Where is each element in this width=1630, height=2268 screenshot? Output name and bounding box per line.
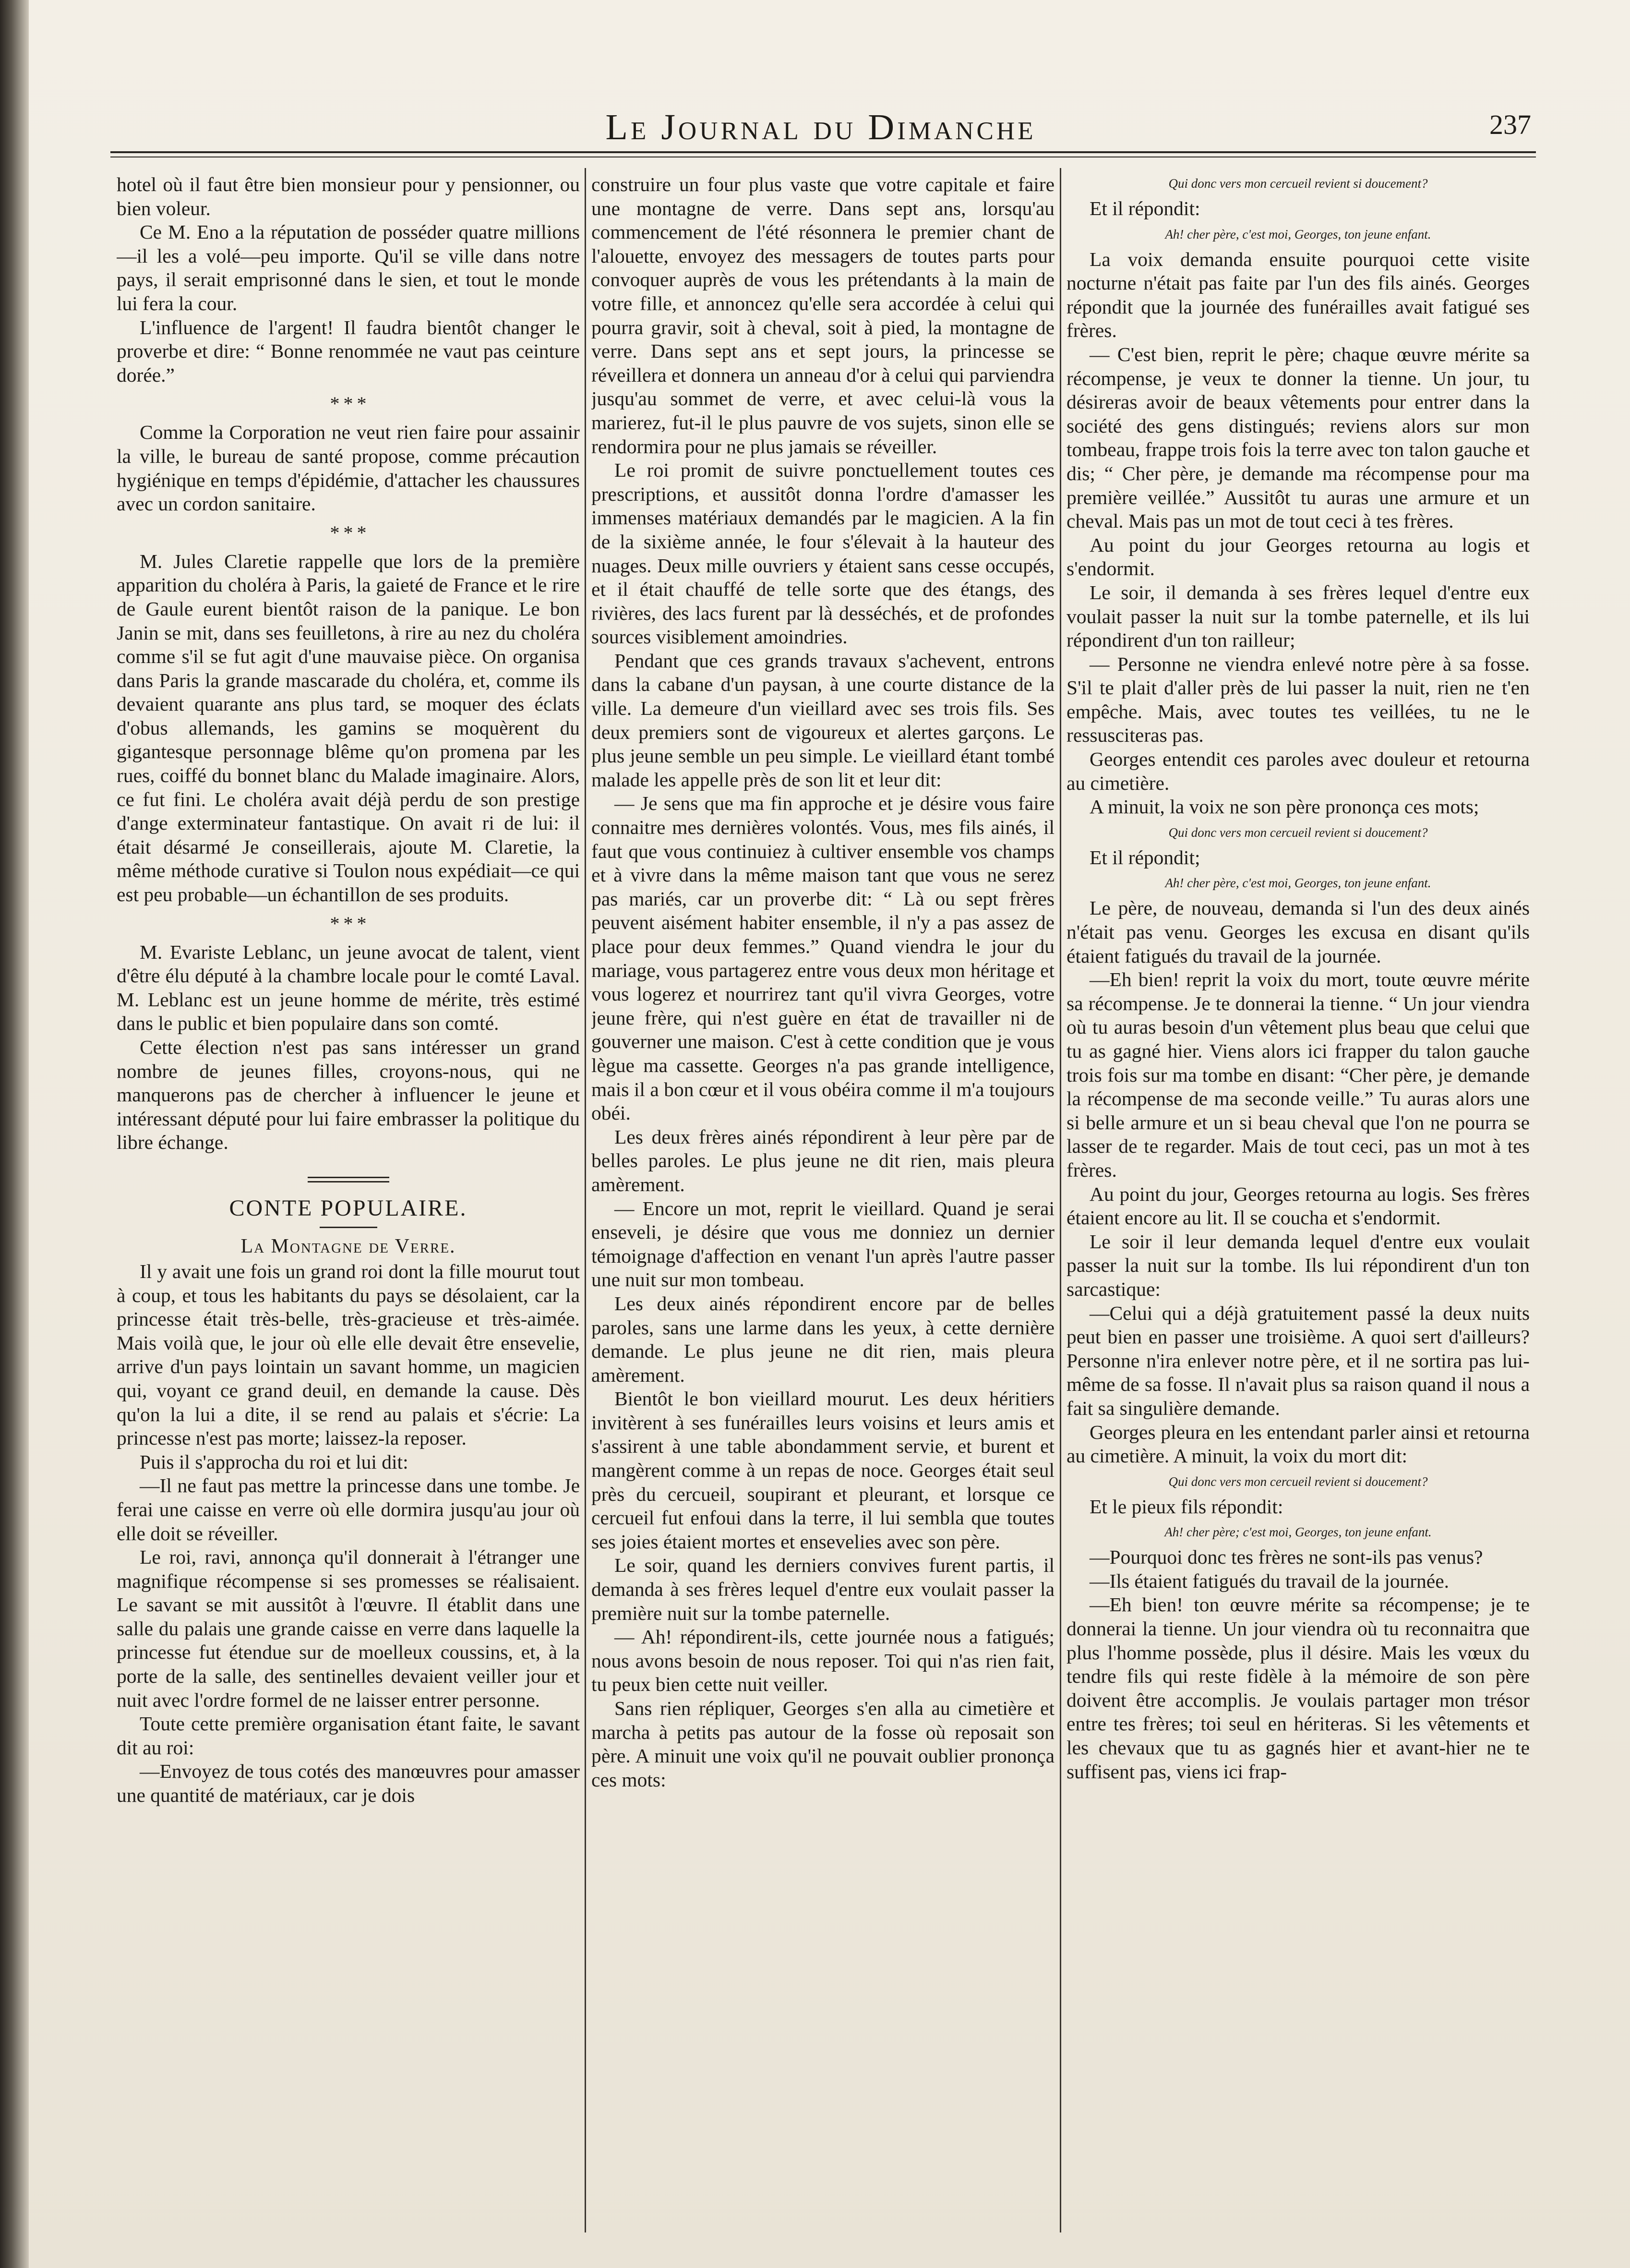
paragraph: Cette élection n'est pas sans intéresser un grand nombre de jeunes filles, croyons-nous, qui ne manquerons pas de chercher à influencer le jeune et intéressant député pour lui faire embrasser la politique du libre échange.	[117, 1036, 580, 1154]
paragraph: Les deux frères ainés répondirent à leur père par de belles paroles. Le plus jeune ne dit rien, mais pleura amèrement.	[591, 1125, 1055, 1195]
paragraph: Au point du jour, Georges retourna au logis. Ses frères étaient encore au lit. Il se coucha et s'endormit.	[1067, 1182, 1530, 1229]
paragraph: Les deux ainés répondirent encore par de belles paroles, sans une larme dans les yeux, à cette dernière demande. Le plus jeune ne dit rien, mais pleura amèrement.	[591, 1292, 1055, 1386]
section-title: CONTE POPULAIRE.	[229, 1195, 467, 1221]
verse-line: Ah! cher père, c'est moi, Georges, ton jeune enfant.	[1165, 876, 1431, 891]
paragraph: —Il ne faut pas mettre la princesse dans une tombe. Je ferai une caisse en verre où elle dormira jusqu'au jour où elle doit se réveiller.	[117, 1474, 580, 1544]
paragraph: — Personne ne viendra enlevé notre père à sa fosse. S'il te plait d'aller près de lui passer la nuit, rien ne t'en empêche. Mais, avec toutes tes veillées, tu ne le ressusciteras pas.	[1067, 652, 1530, 747]
column-1	[117, 173, 580, 2252]
paragraph: —Eh bien! ton œuvre mérite sa récompense; je te donnerai la tienne. Un jour viendra où tu reconnaitra que plus l'homme possède, plus il désire. Mais les vœux du tendre fils qui reste fidèle à la mémoire de son père doivent être accomplis. Je voulais partager mon trésor entre tes frères; toi seul en hériteras. Si les vêtements et les chevaux que tu as gagnés hier et avant-hier ne te suffisent pas, viens ici frap-	[1067, 1593, 1530, 1783]
paragraph: Le soir, il demanda à ses frères lequel d'entre eux voulait passer la nuit sur la tombe paternelle, et ils lui répondirent d'un ton railleur;	[1067, 581, 1530, 651]
asterism: * * *	[330, 912, 367, 934]
paragraph: Pendant que ces grands travaux s'achevent, entrons dans la cabane d'un paysan, à une courte distance de la ville. La demeure d'un vieillard avec ses trois fils. Ses deux premiers sont de vigoureux et alertes garçons. Le plus jeune semble un peu simple. Le vieillard étant tombé malade les appelle près de son lit et leur dit:	[591, 649, 1055, 791]
paragraph: Le soir il leur demanda lequel d'entre eux voulait passer la nuit sur la tombe. Ils lui répondirent d'un ton sarcastique:	[1067, 1230, 1530, 1300]
paragraph: Georges pleura en les entendant parler ainsi et retourna au cimetière. A minuit, la voix du mort dit:	[1067, 1421, 1530, 1467]
header-rule-thick	[110, 151, 1536, 153]
column-divider	[585, 168, 586, 2232]
paragraph: Ce M. Eno a la réputation de posséder quatre millions—il les a volé—peu importe. Qu'il se ville dans notre pays, il serait emprisonné dans le sien, et tout le monde lui fera la cour.	[117, 221, 580, 314]
paragraph: — C'est bien, reprit le père; chaque œuvre mérite sa récompense, je veux te donner la tienne. Un jour, tu désireras avoir de beaux vêtements pour entrer dans la société des gens distingués; reviens alors sur mon tombeau, frappe trois fois la terre avec ton talon gauche et dis; “ Cher père, je demande ma récompense pour ma première veillée.” Aussitôt tu auras une armure et un cheval. Mais pas un mot de tout ceci à tes frères.	[1067, 343, 1530, 532]
paragraph: M. Jules Claretie rappelle que lors de la première apparition du choléra à Paris, la gaieté de France et le rire de Gaule eurent bientôt raison de la panique. Le bon Janin se mit, dans ses feuilletons, à rire au nez du choléra comme s'il se fut agit d'une mauvaise pièce. On organisa dans Paris la grande mascarade du choléra, et, comme ils devaient quarante ans plus tard, se moquer des éclats d'obus allemands, les gamins se moquèrent du gigantesque personnage blême qu'on promena par les rues, coiffé du bonnet blanc du Malade imaginaire. Alors, ce fut fini. Le choléra avait déjà perdu de son prestige d'ange exterminateur fantastique. On avait ri de lui: il était désarmé Je conseillerais, ajoute M. Claretie, la même méthode curative si Toulon nous expédiait—ce qui est peu probable—un échantillon de ses produits.	[117, 550, 580, 906]
paragraph: Au point du jour Georges retourna au logis et s'endormit.	[1067, 533, 1530, 580]
paragraph: Le père, de nouveau, demanda si l'un des deux ainés n'était pas venu. Georges les excusa en disant qu'ils étaient fatigués du travail de la journée.	[1067, 897, 1530, 967]
paragraph: hotel où il faut être bien monsieur pour y pensionner, ou bien voleur.	[117, 173, 580, 219]
binding-edge	[0, 0, 29, 2268]
column-divider	[1060, 168, 1061, 2232]
verse-line: Ah! cher père, c'est moi, Georges, ton jeune enfant.	[1165, 227, 1431, 241]
paragraph: L'influence de l'argent! Il faudra bientôt changer le proverbe et dire: “ Bonne renommée ne vaut pas ceinture dorée.”	[117, 316, 580, 386]
paragraph: —Eh bien! reprit la voix du mort, toute œuvre mérite sa récompense. Je te donnerai la tienne. “ Un jour viendra où tu auras besoin d'un vêtement plus beau que celui que tu as gagné hier. Viens alors ici frapper du talon gauche trois fois sur ma tombe en disant: “Cher père, je demande la récompense de ma seconde veille.” Tu auras alors une si belle armure et un si beau cheval que l'on ne pourra se lasser de te regarder. Mais de tout ceci, pas un mot à tes frères.	[1067, 968, 1530, 1181]
paragraph: —Envoyez de tous cotés des manœuvres pour amasser une quantité de matériaux, car je dois	[117, 1760, 580, 1807]
asterism: * * *	[330, 393, 367, 415]
verse-line: Qui donc vers mon cercueil revient si doucement?	[1168, 825, 1428, 840]
paragraph: —Pourquoi donc tes frères ne sont-ils pas venus?	[1090, 1546, 1483, 1568]
verse-line: Qui donc vers mon cercueil revient si doucement?	[1168, 1474, 1428, 1489]
paragraph: —Ils étaient fatigués du travail de la journée.	[1090, 1569, 1450, 1592]
paragraph: Toute cette première organisation étant faite, le savant dit au roi:	[117, 1713, 580, 1759]
paragraph: Et il répondit:	[1090, 197, 1200, 219]
paragraph: M. Evariste Leblanc, un jeune avocat de talent, vient d'être élu député à la chambre locale pour le comté Laval. M. Leblanc est un jeune homme de mérite, très estimé dans le public et bien populaire dans son comté.	[117, 941, 580, 1035]
paragraph: Et il répondit;	[1090, 846, 1200, 869]
paragraph: Il y avait une fois un grand roi dont la fille mourut tout à coup, et tous les habitants du pays se désolaient, car la princesse était très-belle, très-gracieuse et très-aimée. Mais voilà que, le jour où elle elle devait être ensevelie, arrive d'un pays lointain un savant homme, un magicien qui, voyant ce grand deuil, en demande la cause. Dès qu'on la lui a dite, il se rend au palais et s'écrie: La princesse n'est pas morte; laissez-la reposer.	[117, 1260, 580, 1449]
page-header	[110, 107, 1531, 150]
page-number: 237	[1489, 109, 1531, 140]
paragraph: La voix demanda ensuite pourquoi cette visite nocturne n'était pas faite par l'un des fils ainés. Georges répondit que la journée des funérailles avait fatigué ses frères.	[1067, 248, 1530, 342]
newspaper-title: Le Journal du Dimanche	[605, 107, 1036, 147]
verse-line: Ah! cher père; c'est moi, Georges, ton jeune enfant.	[1164, 1525, 1432, 1540]
story-title: La Montagne de Verre.	[240, 1235, 456, 1257]
paragraph: construire un four plus vaste que votre capitale et faire une montagne de verre. Dans sept ans, lorsqu'au commencement de l'été résonnera le premier chant de l'alouette, envoyez des messagers de toutes parts pour convoquer auprès de vous les prétendants à la main de votre fille, et annoncez qu'elle sera accordée à celui qui pourra gravir, soit à cheval, soit à pied, la montagne de verre. Dans sept ans et sept jours, la princesse se réveillera et donnera un anneau d'or à celui qui parviendra jusqu'au sommet de verre, et avec celui-là vous la marierez, fut-il le plus pauvre de vos sujets, sinon elle se rendormira pour ne plus jamais se réveiller.	[591, 173, 1055, 458]
paragraph: Bientôt le bon vieillard mourut. Les deux héritiers invitèrent à ses funérailles leurs voisins et leurs amis et s'assirent à une table abondamment servie, et burent et mangèrent comme à un repas de noce. Georges était seul près du cercueil, soupirant et pleurant, et lorsque ce cercueil fut enfoui dans la terre, il lui sembla que toutes ses joies étaient mortes et ensevelies avec son père.	[591, 1387, 1055, 1553]
paragraph: Sans rien répliquer, Georges s'en alla au cimetière et marcha à petits pas autour de la fosse où reposait son père. A minuit une voix qu'il ne pouvait oublier prononça ces mots:	[591, 1697, 1055, 1791]
paragraph: — Ah! répondirent-ils, cette journée nous a fatigués; nous avons besoin de nous reposer. Toi qui n'as rien fait, tu peux bien cette nuit veiller.	[591, 1626, 1055, 1696]
section-divider	[308, 1177, 389, 1182]
paragraph: A minuit, la voix ne son père prononça ces mots;	[1090, 796, 1479, 818]
paragraph: Georges entendit ces paroles avec douleur et retourna au cimetière.	[1067, 748, 1530, 794]
title-rule	[320, 1227, 377, 1228]
column-2	[591, 173, 1055, 2252]
asterism: * * *	[330, 521, 367, 543]
paragraph: — Encore un mot, reprit le vieillard. Quand je serai enseveli, je désire que vous me donniez un dernier témoignage d'affection en venant l'un après l'autre passer une nuit sur mon tombeau.	[591, 1197, 1055, 1291]
column-3	[1067, 173, 1530, 2252]
paragraph: Le roi promit de suivre ponctuellement toutes ces prescriptions, et aussitôt donna l'ordre d'amasser les immenses matériaux demandés par le magicien. A la fin de la sixième année, le four s'élevait à la hauteur des nuages. Deux mille ouvriers y étaient sans cesse occupés, et il était chauffé de telle sorte que des étangs, des rivières, des lacs furent par là desséchés, et de profondes sources visiblement amoindries.	[591, 459, 1055, 648]
paragraph: Le roi, ravi, annonça qu'il donnerait à l'étranger une magnifique récompense si ses promesses se réalisaient. Le savant se mit aussitôt à l'œuvre. Il établit dans une salle du palais une grande caisse en verre dans laquelle la princesse fut étendue sur de moelleux coussins, et, à la porte de la salle, des sentinelles devaient veiller jour et nuit avec l'ordre formel de ne laisser entrer personne.	[117, 1546, 580, 1711]
paragraph: Puis il s'approcha du roi et lui dit:	[140, 1450, 408, 1473]
paragraph: Le soir, quand les derniers convives furent partis, il demanda à ses frères lequel d'entre eux voulait passer la première nuit sur la tombe paternelle.	[591, 1554, 1055, 1624]
paragraph: — Je sens que ma fin approche et je désire vous faire connaitre mes dernières volontés. Vous, mes fils ainés, il faut que vous continuiez à cultiver ensemble vos champs et à vivre dans la même maison tant que vous ne serez pas mariés, car un proverbe dit: “ Là ou sept frères peuvent aisément habiter ensemble, il n'y a pas assez de place pour deux femmes.” Quand viendra le jour du mariage, vous partagerez entre vous deux mon héritage et vous logerez et nourrirez tant qu'il vivra Georges, votre jeune frère, qui n'est guère en état de travailler ni de gouverner une maison. C'est à cette condition que je vous lègue ma cassette. Georges n'a pas grande intelligence, mais il a bon cœur et il vous obéira comme il m'a toujours obéi.	[591, 792, 1055, 1124]
paragraph: —Celui qui a déjà gratuitement passé la deux nuits peut bien en passer une troisième. A quoi sert d'ailleurs? Personne n'ira enlever notre père, et il ne sortira pas lui-même de sa fosse. Il n'avait plus sa raison quand il nous a fait sa singulière demande.	[1067, 1302, 1530, 1419]
paragraph: Comme la Corporation ne veut rien faire pour assainir la ville, le bureau de santé propose, comme précaution hygiénique en temps d'épidémie, d'attacher les chaussures avec un cordon sanitaire.	[117, 421, 580, 515]
verse-line: Qui donc vers mon cercueil revient si doucement?	[1168, 176, 1428, 191]
paragraph: Et le pieux fils répondit:	[1090, 1495, 1283, 1518]
